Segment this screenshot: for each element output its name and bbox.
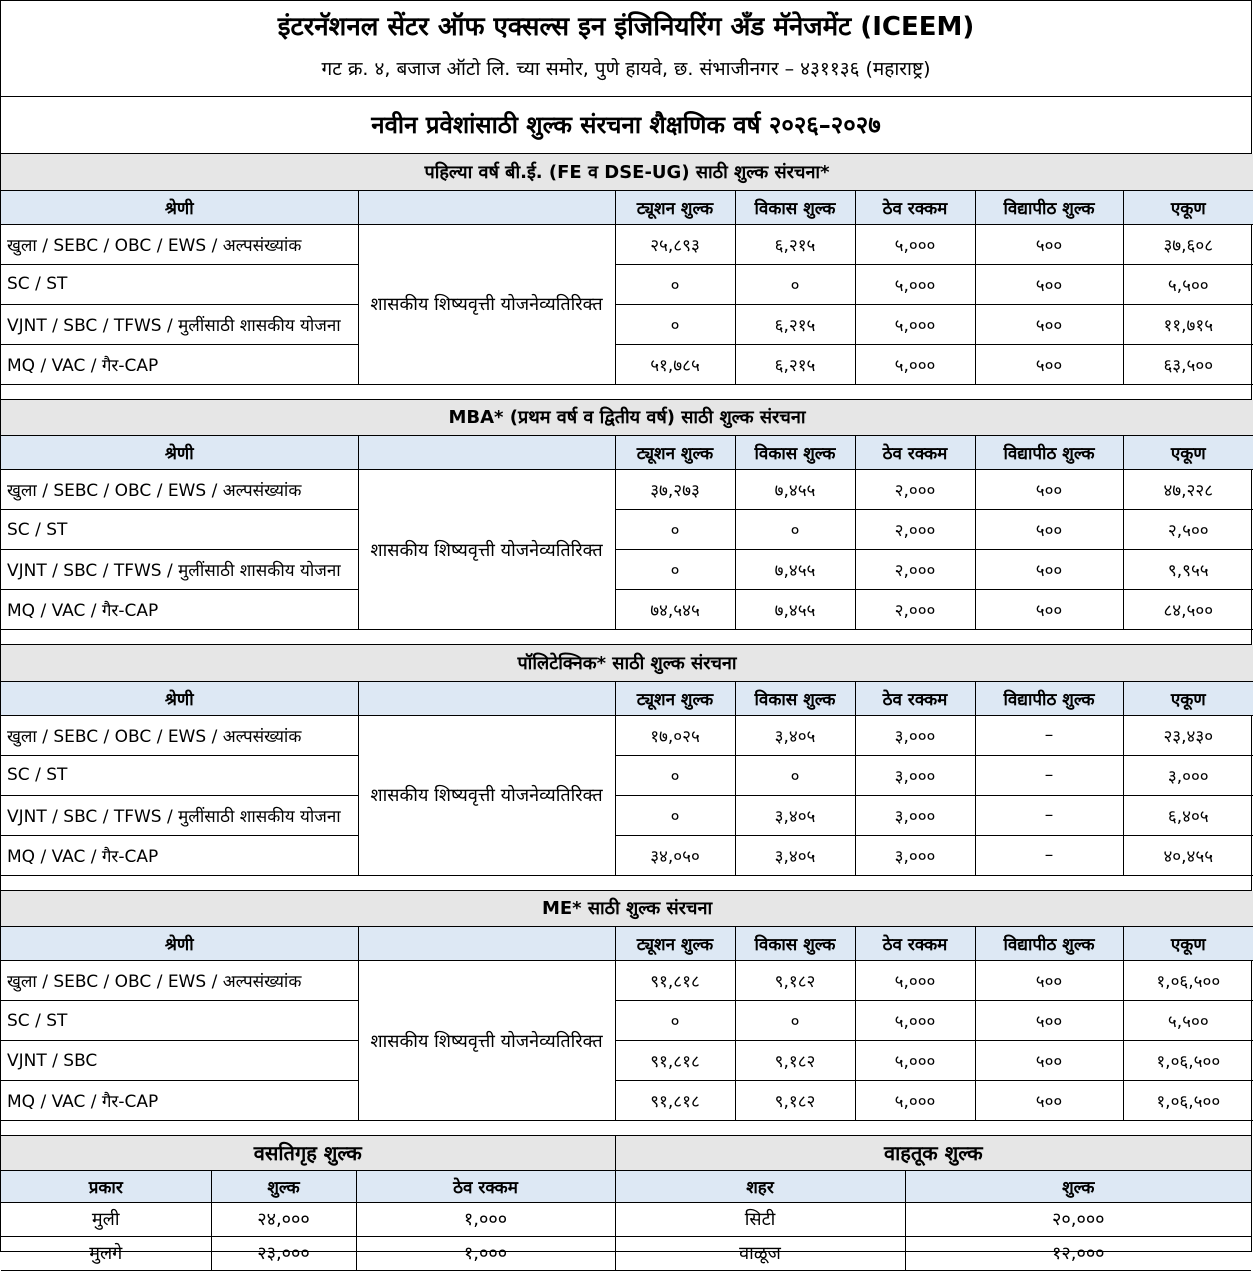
deposit-cell: ५,०००	[855, 961, 975, 1001]
institute-name: इंटरनॅशनल सेंटर ऑफ एक्सल्स इन इंजिनियरिंग ॲंड मॅनेजमेंट (ICEEM)	[277, 12, 975, 42]
total-cell: ४०,४५५	[1123, 835, 1253, 875]
hostel-fee-header: शुल्क	[211, 1170, 356, 1202]
tuition-cell: ९१,८१८	[615, 1081, 735, 1121]
university-cell: –	[975, 755, 1123, 795]
tuition-cell: ०	[615, 550, 735, 590]
fee-section	[1, 154, 1251, 385]
total-header: एकूण	[1123, 681, 1253, 715]
category-cell: MQ / VAC / गैर-CAP	[1, 835, 358, 875]
university-cell: ५००	[975, 510, 1123, 550]
university-cell: ५००	[975, 344, 1123, 384]
scheme-header	[358, 190, 615, 224]
table-row	[1, 835, 1253, 875]
table-row	[1, 1001, 1253, 1041]
institute-address: गट क्र. ४, बजाज ऑटो लि. च्या समोर, पुणे हायवे, छ. संभाजीनगर – ४३११३६ (महाराष्ट्र)	[321, 58, 931, 80]
university-cell: ५००	[975, 1041, 1123, 1081]
development-cell: ०	[735, 1001, 855, 1041]
category-cell: VJNT / SBC / TFWS / मुलींसाठी शासकीय योजना	[1, 550, 358, 590]
scheme-header	[358, 681, 615, 715]
university-cell: ५००	[975, 1081, 1123, 1121]
development-cell: ६,२१५	[735, 304, 855, 344]
deposit-cell: ३,०००	[855, 835, 975, 875]
total-cell: २३,४३०	[1123, 715, 1253, 755]
category-cell: MQ / VAC / गैर-CAP	[1, 344, 358, 384]
development-header: विकास शुल्क	[735, 681, 855, 715]
deposit-cell: ५,०००	[855, 1081, 975, 1121]
development-cell: ९,१८२	[735, 1081, 855, 1121]
total-cell: ३७,६०८	[1123, 224, 1253, 264]
total-cell: १,०६,५००	[1123, 1081, 1253, 1121]
hostel-fee: २३,०००	[211, 1236, 356, 1270]
table-row	[1, 590, 1253, 630]
category-cell: खुला / SEBC / OBC / EWS / अल्पसंख्यांक	[1, 224, 358, 264]
transport-city-header: शहर	[615, 1170, 905, 1202]
tuition-cell: ०	[615, 795, 735, 835]
category-cell: MQ / VAC / गैर-CAP	[1, 590, 358, 630]
category-cell: खुला / SEBC / OBC / EWS / अल्पसंख्यांक	[1, 961, 358, 1001]
transport-title: वाहतूक शुल्क	[615, 1136, 1251, 1170]
total-cell: ९,९५५	[1123, 550, 1253, 590]
development-cell: ७,४५५	[735, 550, 855, 590]
tuition-cell: ०	[615, 510, 735, 550]
deposit-cell: ५,०००	[855, 304, 975, 344]
tuition-cell: ७४,५४५	[615, 590, 735, 630]
deposit-header: ठेव रक्कम	[855, 436, 975, 470]
table-row	[1, 304, 1253, 344]
tuition-cell: ०	[615, 1001, 735, 1041]
category-cell: SC / ST	[1, 264, 358, 304]
transport-fee: १२,०००	[905, 1236, 1251, 1270]
tuition-cell: ५१,७८५	[615, 344, 735, 384]
transport-fee-header: शुल्क	[905, 1170, 1251, 1202]
table-row	[1, 264, 1253, 304]
hostel-deposit: १,०००	[356, 1202, 615, 1236]
university-header: विद्यापीठ शुल्क	[975, 927, 1123, 961]
fee-table	[1, 891, 1253, 1122]
fee-structure-title: नवीन प्रवेशांसाठी शुल्क संरचना शैक्षणिक वर्ष २०२६–२०२७	[1, 97, 1251, 154]
table-row	[1, 961, 1253, 1001]
tuition-header: ट्यूशन शुल्क	[615, 681, 735, 715]
total-cell: ११,७१५	[1123, 304, 1253, 344]
university-cell: ५००	[975, 961, 1123, 1001]
total-cell: ६,४०५	[1123, 795, 1253, 835]
university-cell: –	[975, 795, 1123, 835]
development-header: विकास शुल्क	[735, 927, 855, 961]
section-title: पॉलिटेक्निक* साठी शुल्क संरचना	[1, 645, 1253, 681]
category-cell: SC / ST	[1, 1001, 358, 1041]
fee-section	[1, 644, 1251, 876]
total-cell: १,०६,५००	[1123, 961, 1253, 1001]
total-header: एकूण	[1123, 927, 1253, 961]
university-cell: –	[975, 715, 1123, 755]
deposit-header: ठेव रक्कम	[855, 190, 975, 224]
transport-fee: २०,०००	[905, 1202, 1251, 1236]
tuition-cell: २५,८९३	[615, 224, 735, 264]
hostel-type-header: प्रकार	[1, 1170, 211, 1202]
development-cell: ९,१८२	[735, 961, 855, 1001]
total-cell: २,५००	[1123, 510, 1253, 550]
total-cell: ८४,५००	[1123, 590, 1253, 630]
development-cell: ७,४५५	[735, 590, 855, 630]
development-cell: ३,४०५	[735, 795, 855, 835]
scheme-note: शासकीय शिष्यवृत्ती योजनेव्यतिरिक्त	[358, 224, 615, 384]
university-cell: ५००	[975, 304, 1123, 344]
tuition-cell: ९१,८१८	[615, 961, 735, 1001]
development-cell: ९,१८२	[735, 1041, 855, 1081]
category-cell: खुला / SEBC / OBC / EWS / अल्पसंख्यांक	[1, 715, 358, 755]
university-cell: ५००	[975, 224, 1123, 264]
development-cell: ०	[735, 510, 855, 550]
deposit-cell: ३,०००	[855, 795, 975, 835]
table-row	[1, 470, 1253, 510]
scheme-note: शासकीय शिष्यवृत्ती योजनेव्यतिरिक्त	[358, 715, 615, 875]
total-cell: ४७,२२८	[1123, 470, 1253, 510]
deposit-cell: ३,०००	[855, 755, 975, 795]
deposit-cell: २,०००	[855, 590, 975, 630]
section-title: पहिल्या वर्ष बी.ई. (FE व DSE-UG) साठी शुल्क संरचना*	[1, 154, 1253, 190]
development-cell: ६,२१५	[735, 344, 855, 384]
category-cell: VJNT / SBC	[1, 1041, 358, 1081]
category-cell: SC / ST	[1, 510, 358, 550]
table-row	[1, 755, 1253, 795]
tuition-cell: १७,०२५	[615, 715, 735, 755]
table-row	[1, 1081, 1253, 1121]
university-cell: ५००	[975, 1001, 1123, 1041]
scheme-note: शासकीय शिष्यवृत्ती योजनेव्यतिरिक्त	[358, 470, 615, 630]
development-header: विकास शुल्क	[735, 436, 855, 470]
total-cell: ६३,५००	[1123, 344, 1253, 384]
category-cell: SC / ST	[1, 755, 358, 795]
scheme-header	[358, 927, 615, 961]
category-cell: VJNT / SBC / TFWS / मुलींसाठी शासकीय योजना	[1, 304, 358, 344]
category-cell: VJNT / SBC / TFWS / मुलींसाठी शासकीय योजना	[1, 795, 358, 835]
university-header: विद्यापीठ शुल्क	[975, 436, 1123, 470]
transport-city: वाळूज	[615, 1236, 905, 1270]
development-header: विकास शुल्क	[735, 190, 855, 224]
document-header	[1, 1, 1251, 97]
category-header: श्रेणी	[1, 190, 358, 224]
tuition-cell: ०	[615, 304, 735, 344]
tuition-cell: ३७,२७३	[615, 470, 735, 510]
tuition-header: ट्यूशन शुल्क	[615, 927, 735, 961]
university-cell: –	[975, 835, 1123, 875]
development-cell: ३,४०५	[735, 715, 855, 755]
fee-table	[1, 154, 1253, 385]
deposit-cell: २,०००	[855, 470, 975, 510]
total-cell: ३,०००	[1123, 755, 1253, 795]
section-title: ME* साठी शुल्क संरचना	[1, 891, 1253, 927]
hostel-transport-table	[1, 1136, 1251, 1271]
scheme-note: शासकीय शिष्यवृत्ती योजनेव्यतिरिक्त	[358, 961, 615, 1121]
university-cell: ५००	[975, 590, 1123, 630]
university-cell: ५००	[975, 550, 1123, 590]
deposit-cell: ५,०००	[855, 264, 975, 304]
deposit-cell: ५,०००	[855, 1001, 975, 1041]
deposit-cell: २,०००	[855, 510, 975, 550]
section-title: MBA* (प्रथम वर्ष व द्वितीय वर्ष) साठी शुल्क संरचना	[1, 400, 1253, 436]
category-cell: MQ / VAC / गैर-CAP	[1, 1081, 358, 1121]
development-cell: ०	[735, 264, 855, 304]
deposit-cell: ५,०००	[855, 224, 975, 264]
category-header: श्रेणी	[1, 436, 358, 470]
fee-section	[1, 890, 1251, 1122]
total-cell: ५,५००	[1123, 1001, 1253, 1041]
university-header: विद्यापीठ शुल्क	[975, 190, 1123, 224]
development-cell: ०	[735, 755, 855, 795]
table-row	[1, 1236, 1251, 1270]
deposit-cell: ५,०००	[855, 344, 975, 384]
hostel-type: मुली	[1, 1202, 211, 1236]
total-header: एकूण	[1123, 436, 1253, 470]
table-row	[1, 795, 1253, 835]
table-row	[1, 1041, 1253, 1081]
development-cell: ३,४०५	[735, 835, 855, 875]
tuition-cell: ३४,०५०	[615, 835, 735, 875]
university-cell: ५००	[975, 470, 1123, 510]
deposit-cell: ३,०००	[855, 715, 975, 755]
deposit-header: ठेव रक्कम	[855, 681, 975, 715]
tuition-cell: ९१,८१८	[615, 1041, 735, 1081]
fee-table	[1, 400, 1253, 631]
hostel-deposit-header: ठेव रक्कम	[356, 1170, 615, 1202]
hostel-transport-block	[1, 1135, 1251, 1271]
transport-city: सिटी	[615, 1202, 905, 1236]
scheme-header	[358, 436, 615, 470]
university-header: विद्यापीठ शुल्क	[975, 681, 1123, 715]
table-row	[1, 715, 1253, 755]
total-header: एकूण	[1123, 190, 1253, 224]
deposit-header: ठेव रक्कम	[855, 927, 975, 961]
development-cell: ७,४५५	[735, 470, 855, 510]
category-header: श्रेणी	[1, 927, 358, 961]
tuition-header: ट्यूशन शुल्क	[615, 190, 735, 224]
category-header: श्रेणी	[1, 681, 358, 715]
tuition-cell: ०	[615, 264, 735, 304]
total-cell: ५,५००	[1123, 264, 1253, 304]
tuition-header: ट्यूशन शुल्क	[615, 436, 735, 470]
hostel-title: वसतिगृह शुल्क	[1, 1136, 615, 1170]
fee-sections	[1, 154, 1251, 1121]
table-row	[1, 1202, 1251, 1236]
hostel-type: मुलगे	[1, 1236, 211, 1270]
category-cell: खुला / SEBC / OBC / EWS / अल्पसंख्यांक	[1, 470, 358, 510]
total-cell: १,०६,५००	[1123, 1041, 1253, 1081]
hostel-deposit: १,०००	[356, 1236, 615, 1270]
fee-table	[1, 645, 1253, 876]
table-row	[1, 344, 1253, 384]
table-row	[1, 550, 1253, 590]
fee-section	[1, 399, 1251, 631]
deposit-cell: ५,०००	[855, 1041, 975, 1081]
tuition-cell: ०	[615, 755, 735, 795]
university-cell: ५००	[975, 264, 1123, 304]
hostel-fee: २४,०००	[211, 1202, 356, 1236]
table-row	[1, 224, 1253, 264]
table-row	[1, 510, 1253, 550]
development-cell: ६,२१५	[735, 224, 855, 264]
deposit-cell: २,०००	[855, 550, 975, 590]
